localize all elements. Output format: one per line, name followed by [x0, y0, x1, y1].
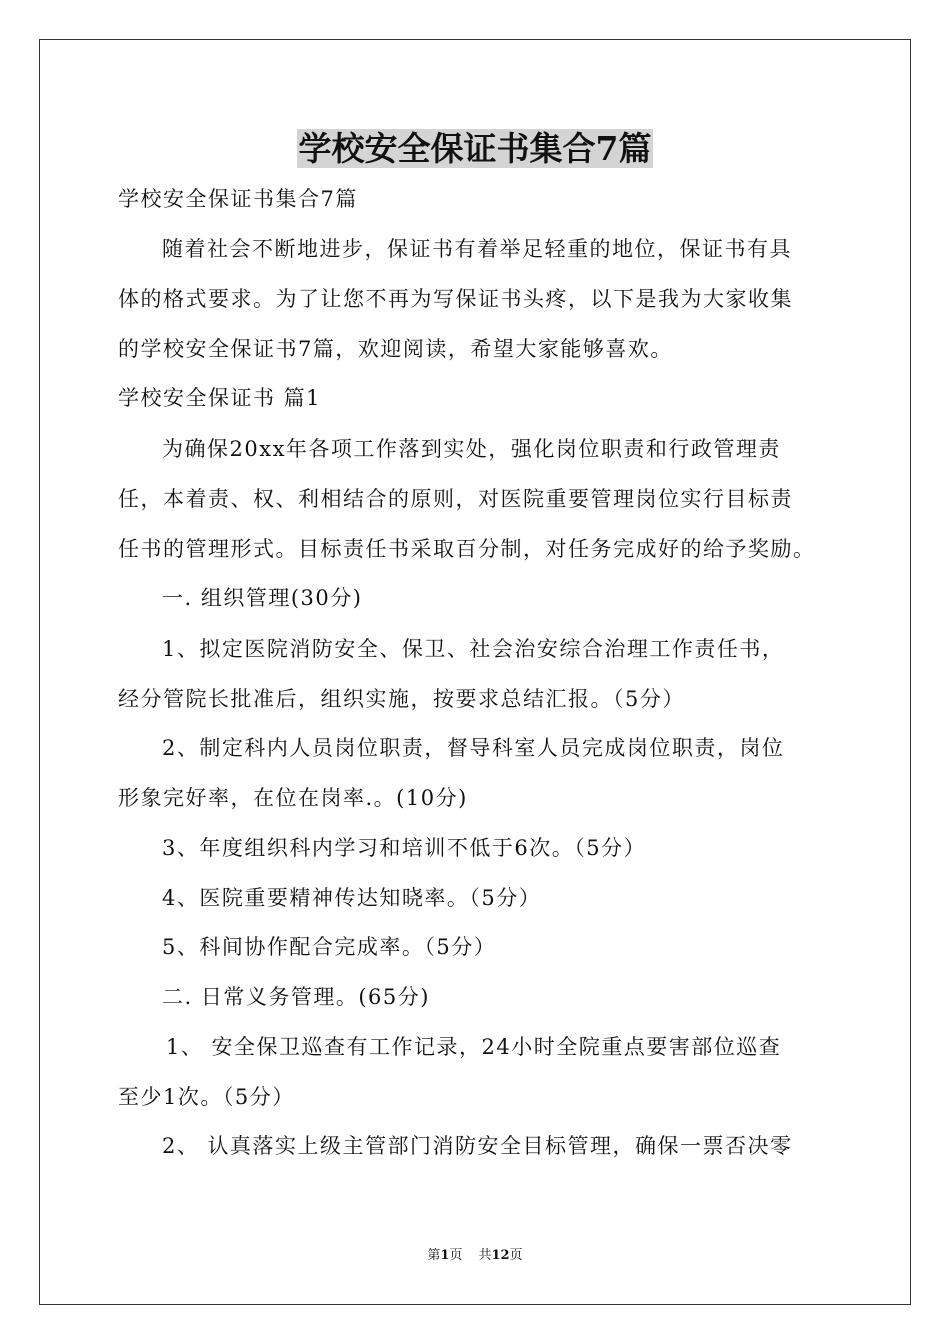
- footer-total-prefix: 共: [478, 1248, 492, 1263]
- list-item: 5、科间协作配合完成率。（5分）: [162, 935, 497, 959]
- list-item: 2、 认真落实上级主管部门消防安全目标管理，确保一票否决零: [162, 1134, 793, 1158]
- list-item: 1、 安全保卫巡查有工作记录，24小时全院重点要害部位巡查: [166, 1035, 782, 1059]
- document-title: [0, 124, 950, 174]
- document-subtitle: 学校安全保证书集合7篇: [118, 187, 358, 211]
- footer-page-number: 1: [440, 1248, 450, 1263]
- list-item: 4、医院重要精神传达知晓率。（5分）: [162, 886, 542, 910]
- list-item-continued: 形象完好率，在位在岗率.。(10分): [118, 786, 468, 810]
- list-item: 1、拟定医院消防安全、保卫、社会治安综合治理工作责任书，: [162, 637, 785, 661]
- list-heading: 二. 日常义务管理。(65分): [162, 985, 430, 1009]
- list-item: 3、年度组织科内学习和培训不低于6次。（5分）: [162, 836, 647, 860]
- document-title-text: 学校安全保证书集合7篇: [298, 129, 652, 168]
- footer-page-suffix: 页: [449, 1248, 463, 1263]
- paragraph-line: 体的格式要求。为了让您不再为写保证书头疼，以下是我为大家收集: [118, 287, 793, 311]
- page-border: [39, 39, 911, 1305]
- list-item: 2、制定科内人员岗位职责，督导科室人员完成岗位职责，岗位: [162, 736, 785, 760]
- section-heading: 学校安全保证书 篇1: [118, 386, 322, 410]
- footer-total-pages: 12: [491, 1248, 510, 1263]
- list-item-continued: 至少1次。（5分）: [118, 1085, 295, 1109]
- page-footer: [0, 1247, 950, 1265]
- list-heading: 一. 组织管理(30分): [162, 586, 363, 610]
- paragraph-line: 的学校安全保证书7篇，欢迎阅读，希望大家能够喜欢。: [118, 337, 673, 361]
- paragraph-line: 任，本着责、权、利相结合的原则，对医院重要管理岗位实行目标责: [118, 487, 793, 511]
- paragraph-line: 为确保20xx年各项工作落到实处，强化岗位职责和行政管理责: [162, 437, 781, 461]
- footer-page-prefix: 第: [427, 1248, 441, 1263]
- footer-total-suffix: 页: [509, 1248, 523, 1263]
- list-item-continued: 经分管院长批准后，组织实施，按要求总结汇报。（5分）: [118, 687, 685, 711]
- paragraph-line: 随着社会不断地进步，保证书有着举足轻重的地位，保证书有具: [162, 237, 792, 261]
- paragraph-line: 任书的管理形式。目标责任书采取百分制，对任务完成好的给予奖励。: [118, 537, 816, 561]
